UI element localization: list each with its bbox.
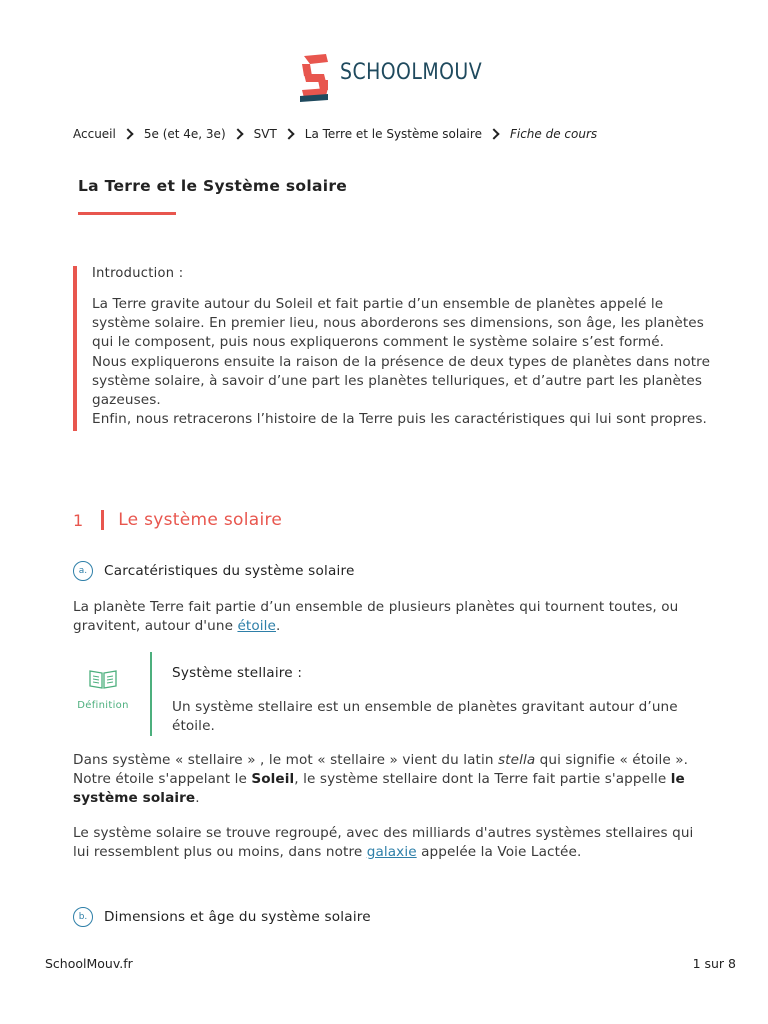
definition-label: Définition — [77, 700, 129, 711]
definition-term: Système stellaire : — [172, 665, 303, 681]
paragraph-text: , le système stellaire dont la Terre fait partie s'appelle — [294, 771, 671, 788]
paragraph-text: appelée la Voie Lactée. — [416, 844, 582, 861]
paragraph-strong: Soleil — [251, 771, 295, 788]
paragraph-emphasis: stella — [498, 752, 536, 768]
breadcrumb — [73, 127, 597, 141]
introduction-paragraph: Enfin, nous retracerons l’histoire de la Terre puis les caractéristiques qui lui sont propres. — [92, 411, 707, 428]
logo-s-icon — [298, 52, 332, 102]
paragraph-text: Dans système « stellaire » , le mot « stellaire » vient du latin — [73, 752, 498, 768]
paragraph-text: . — [195, 790, 200, 807]
link-galaxie[interactable]: galaxie — [366, 844, 417, 861]
paragraph — [73, 824, 703, 862]
subsection-heading — [73, 561, 355, 581]
paragraph-text: . — [275, 618, 281, 635]
introduction-label: Introduction : — [92, 266, 184, 281]
definition-divider — [150, 652, 152, 736]
chevron-right-icon — [232, 128, 243, 139]
paragraph-text: qui signifie « étoile ». Notre étoile s'appelant le — [73, 752, 689, 788]
subsection-title: Carcatéristiques du système solaire — [104, 563, 355, 579]
breadcrumb-item-level[interactable]: 5e (et 4e, 3e) — [143, 127, 226, 141]
breadcrumb-item-accueil[interactable]: Accueil — [73, 127, 116, 141]
brand-name: SCHOOLMOUV — [340, 60, 483, 85]
introduction-paragraph: Nous expliquerons ensuite la raison de la présence de deux types de planètes dans notre système solaire, à savoir d’une part les planètes telluriques, et d’autre part les planètes gazeuses. — [92, 353, 711, 409]
paragraph — [73, 751, 703, 809]
paragraph — [73, 598, 703, 636]
chevron-right-icon — [488, 128, 499, 139]
breadcrumb-item-chapter[interactable]: La Terre et le Système solaire — [304, 127, 482, 141]
subsection-marker: b. — [73, 907, 93, 927]
footer-site: SchoolMouv.fr — [45, 956, 133, 971]
page-title: La Terre et le Système solaire — [78, 177, 348, 195]
breadcrumb-item-subject[interactable]: SVT — [253, 127, 277, 141]
book-icon — [88, 668, 118, 690]
section-title: Le système solaire — [118, 510, 283, 530]
definition-text: Un système stellaire est un ensemble de planètes gravitant autour d’une étoile. — [172, 699, 678, 735]
paragraph-text: La planète Terre fait partie d’un ensemble de plusieurs planètes qui tournent toutes, ou gravitent, autour d'une — [73, 599, 679, 635]
subsection-heading — [73, 907, 371, 927]
schoolmouv-logo[interactable] — [298, 52, 483, 102]
paragraph-strong: le système solaire — [73, 771, 685, 807]
introduction-paragraph: La Terre gravite autour du Soleil et fait partie d’un ensemble de planètes appelé le système solaire. En premier lieu, nous aborderons ses dimensions, son âge, les planètes qui le composent, puis nous expliquerons comment le système solaire s’est formé. — [92, 296, 704, 351]
footer-page-number: 1 sur 8 — [692, 956, 736, 971]
subsection-title: Dimensions et âge du système solaire — [104, 909, 371, 925]
chevron-right-icon — [122, 128, 133, 139]
breadcrumb-item-current: Fiche de cours — [509, 127, 598, 141]
section-divider — [101, 510, 104, 530]
title-underline — [78, 212, 176, 215]
definition-badge — [73, 668, 133, 711]
chevron-right-icon — [283, 128, 294, 139]
introduction-body — [92, 295, 722, 429]
subsection-marker: a. — [73, 561, 93, 581]
section-number: 1 — [73, 510, 84, 530]
paragraph-text: Le système solaire se trouve regroupé, avec des milliards d'autres systèmes stellaires qui lui ressemblent plus ou moins, dans notre — [73, 825, 694, 861]
section-heading — [73, 510, 282, 530]
link-etoile[interactable]: étoile — [237, 618, 276, 635]
introduction-block — [73, 266, 722, 431]
